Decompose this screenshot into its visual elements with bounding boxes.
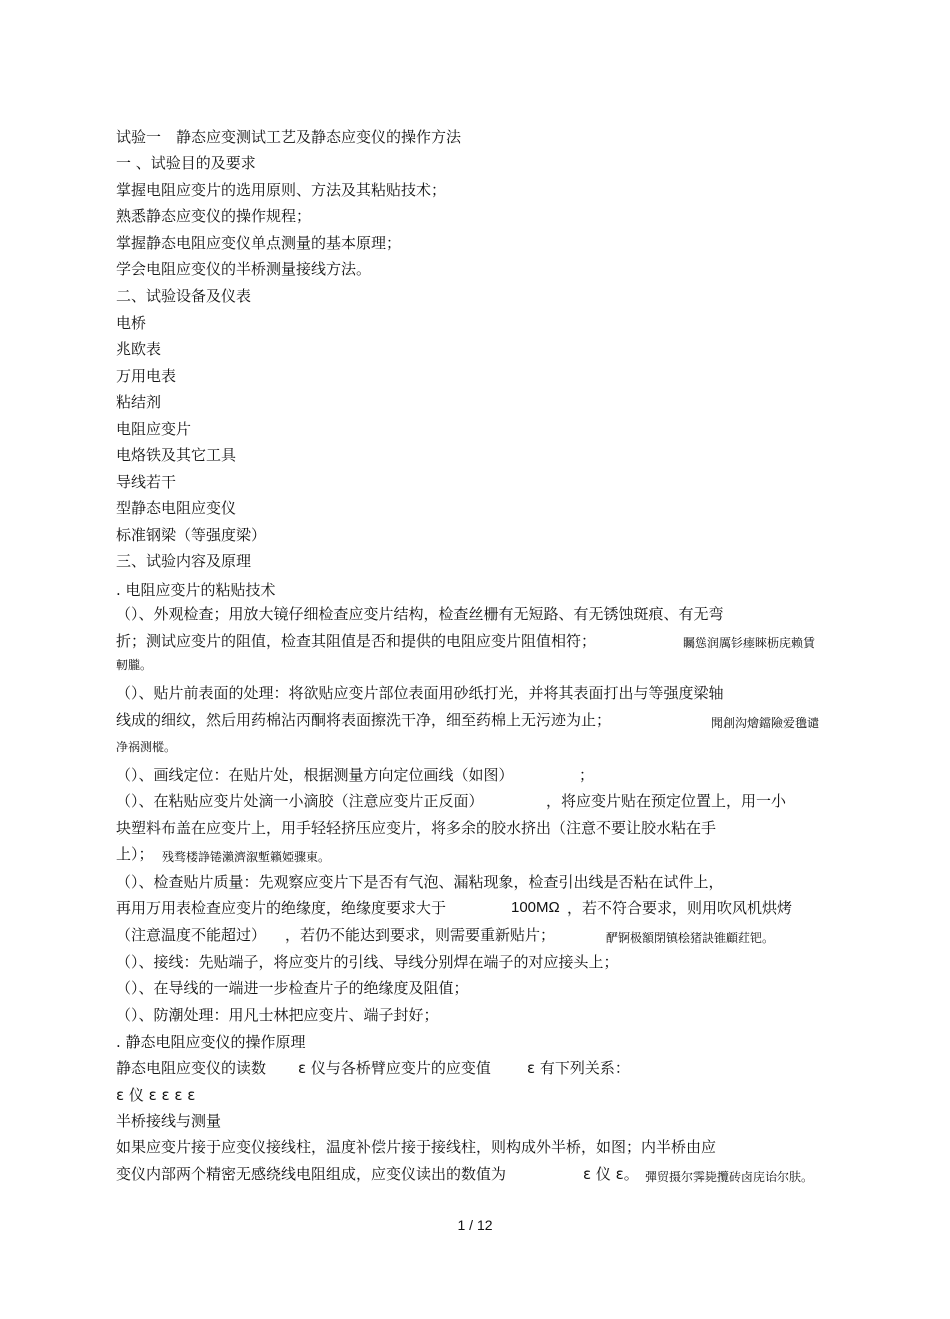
paragraph-line: ，若仍不能达到要求，则需要重新贴片； <box>285 926 556 944</box>
section-2-heading: 二、试验设备及仪表 <box>116 287 252 305</box>
paragraph-line: （）、接线：先贴端子，将应变片的引线、导线分别焊在端子的对应接头上； <box>116 953 619 971</box>
watermark-noise: 聞創沟燴鐺險爱氇谴 <box>711 716 820 730</box>
objective-item: 熟悉静态应变仪的操作规程； <box>116 207 312 225</box>
paragraph-line: 折；测试应变片的阻值，检查其阻值是否和提供的电阻应变片阻值相符； <box>116 632 597 650</box>
equipment-item: 标准钢梁（等强度梁） <box>116 526 267 544</box>
equipment-item: 电桥 <box>116 314 147 332</box>
doc-title: 试验一 静态应变测试工艺及静态应变仪的操作方法 <box>116 128 462 146</box>
equipment-item: 电烙铁及其它工具 <box>116 446 237 464</box>
page-number: 1 / 12 <box>457 1217 493 1233</box>
watermark-noise: 酽锕极額閉镇桧猪訣锥顧荭钯。 <box>606 931 775 945</box>
equipment-item: 万用电表 <box>116 367 177 385</box>
paragraph-line: ε 仪 ε。 <box>583 1165 639 1183</box>
watermark-noise: 净祸测樅。 <box>116 740 177 754</box>
paragraph-line: 上）； <box>116 845 154 863</box>
paragraph-line: ，将应变片贴在预定位置上，用一小 <box>546 792 787 810</box>
watermark-noise: 彈贸摄尔霁毙攬砖卤庑诒尔肤。 <box>645 1170 814 1184</box>
subsection-heading: . 静态电阻应变仪的操作原理 <box>116 1033 306 1051</box>
objective-item: 掌握电阻应变片的选用原则、方法及其粘贴技术； <box>116 181 447 199</box>
objective-item: 学会电阻应变仪的半桥测量接线方法。 <box>116 260 372 278</box>
equipment-item: 导线若干 <box>116 473 177 491</box>
equipment-item: 电阻应变片 <box>116 420 192 438</box>
punctuation: ； <box>579 766 595 784</box>
paragraph-line: （）、外观检查；用放大镜仔细检查应变片结构，检查丝栅有无短路、有无锈蚀斑痕、有无弯 <box>116 605 724 623</box>
paragraph-line: 线成的细纹，然后用药棉沾丙酮将表面擦洗干净，细至药棉上无污迹为止； <box>116 711 612 729</box>
equipment-item: 型静态电阻应变仪 <box>116 499 237 517</box>
equipment-item: 兆欧表 <box>116 340 162 358</box>
section-1-heading: 一 、试验目的及要求 <box>116 154 256 172</box>
formula: ε 仪 ε ε ε ε <box>116 1086 196 1104</box>
paragraph-line: 静态电阻应变仪的读数 <box>116 1059 267 1077</box>
section-3-heading: 三、试验内容及原理 <box>116 552 252 570</box>
watermark-noise: 矚慫润厲钐瘗睞枥庑赖賃 <box>683 636 816 650</box>
paragraph-line: （）、在导线的一端进一步检查片子的绝缘度及阻值； <box>116 979 469 997</box>
paragraph-line: ，若不符合要求，则用吹风机烘烤 <box>567 899 793 917</box>
paragraph-line: 变仪内部两个精密无感绕线电阻组成，应变仪读出的数值为 <box>116 1165 507 1183</box>
paragraph-line: （注意温度不能超过） <box>116 926 267 944</box>
paragraph-line: （）、在粘贴应变片处滴一小滴胶（注意应变片正反面） <box>116 792 484 810</box>
paragraph-line: ε 有下列关系： <box>527 1059 630 1077</box>
paragraph-line: （）、画线定位：在贴片处，根据测量方向定位画线（如图） <box>116 766 514 784</box>
paragraph-line: 再用万用表检查应变片的绝缘度，绝缘度要求大于 <box>116 899 447 917</box>
paragraph-line: （）、贴片前表面的处理：将欲贴应变片部位表面用砂纸打光，并将其表面打出与等强度梁轴 <box>116 684 724 702</box>
paragraph-line: （）、检查贴片质量：先观察应变片下是否有气泡、漏粘现象，检查引出线是否粘在试件上， <box>116 873 724 891</box>
paragraph-line: （）、防潮处理：用凡士林把应变片、端子封好； <box>116 1006 439 1024</box>
subsection-heading: 半桥接线与测量 <box>116 1112 222 1130</box>
paragraph-line: 块塑料布盖在应变片上，用手轻轻挤压应变片，将多余的胶水挤出（注意不要让胶水粘在手 <box>116 819 717 837</box>
insulation-value: 100MΩ <box>511 899 560 916</box>
watermark-noise: 残骛楼諍锩瀨濟溆塹籟婭骤東。 <box>162 850 331 864</box>
equipment-item: 粘结剂 <box>116 393 162 411</box>
subsection-heading: . 电阻应变片的粘贴技术 <box>116 581 276 599</box>
paragraph-line: 如果应变片接于应变仪接线柱，温度补偿片接于接线柱，则构成外半桥，如图；内半桥由应 <box>116 1138 717 1156</box>
paragraph-line: ε 仪与各桥臂应变片的应变值 <box>298 1059 491 1077</box>
watermark-noise: 軔朧。 <box>116 658 153 672</box>
objective-item: 掌握静态电阻应变仪单点测量的基本原理； <box>116 234 402 252</box>
